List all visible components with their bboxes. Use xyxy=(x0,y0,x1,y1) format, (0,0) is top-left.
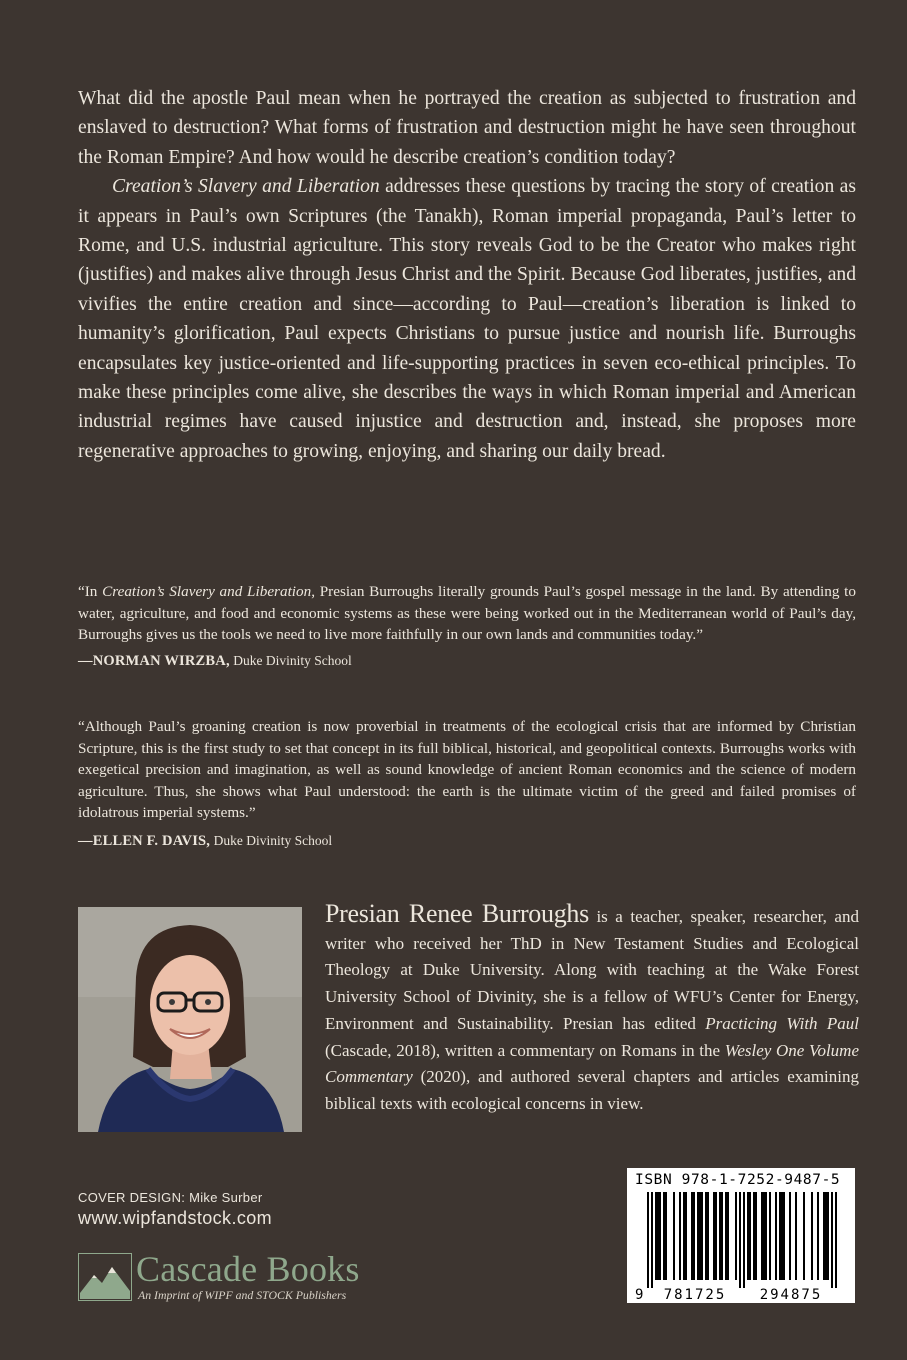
barcode-bar xyxy=(755,1192,757,1280)
barcode-digit-lead: 9 xyxy=(635,1287,644,1303)
barcode-bar xyxy=(701,1192,703,1280)
barcode-bar xyxy=(739,1192,741,1288)
bio-text: (2020), and authored several chapters and articles examining biblical texts with ecological concerns in view. xyxy=(325,1067,859,1113)
barcode-bar xyxy=(713,1192,715,1280)
barcode-bar xyxy=(685,1192,687,1280)
barcode-bar xyxy=(831,1192,833,1288)
barcode-bar xyxy=(823,1192,825,1280)
barcode-bar xyxy=(699,1192,701,1280)
quote-book-title: Creation’s Slavery and Liberation xyxy=(102,583,312,600)
endorsement-attribution xyxy=(78,650,856,673)
endorser-name: —NORMAN WIRZBA, xyxy=(78,652,230,669)
barcode-bar xyxy=(743,1192,745,1288)
barcode-bar xyxy=(789,1192,791,1280)
barcode-bar xyxy=(727,1192,729,1280)
barcode-bar xyxy=(775,1192,777,1280)
author-photo xyxy=(78,907,302,1132)
barcode-bar xyxy=(835,1192,837,1288)
publisher-imprint: An Imprint of WIPF and STOCK Publishers xyxy=(138,1288,347,1302)
bio-book-title: Practicing With Paul xyxy=(705,1013,859,1033)
barcode-bar xyxy=(763,1192,765,1280)
barcode-bar xyxy=(735,1192,737,1280)
endorsement-attribution xyxy=(78,830,856,853)
author-name: Presian Renee Burroughs xyxy=(325,899,589,928)
bio-text: is a teacher, speaker, researcher, and writer who received her ThD in New Testament Studies and Ecological Theology at Duke University. Along with teaching at the Wake Forest University School of Divinity, she is a fellow of WFU’s Center for Energy, Environment and Sustainability. Presian has edited xyxy=(325,907,859,1033)
author-bio-text xyxy=(325,901,859,1118)
barcode-bar xyxy=(691,1192,693,1280)
barcode-bar xyxy=(647,1192,649,1288)
description-paragraph-1: What did the apostle Paul mean when he portrayed the creation as subjected to frustration and enslaved to destruction? What forms of frustration and destruction might he have seen throughout the Roman Empire? And how would he describe creation’s condition today? xyxy=(78,88,856,168)
barcode-bar xyxy=(761,1192,763,1280)
publisher-name: Cascade Books xyxy=(136,1249,360,1289)
barcode-bar xyxy=(697,1192,699,1280)
endorser-affiliation: Duke Divinity School xyxy=(213,832,333,848)
barcode-bar xyxy=(719,1192,721,1280)
barcode-bar xyxy=(747,1192,749,1280)
barcode-bar xyxy=(769,1192,771,1280)
barcode-digits-left: 781725 xyxy=(663,1287,727,1303)
barcode-bar xyxy=(655,1192,657,1280)
barcode-bar xyxy=(651,1192,653,1288)
barcode-bar xyxy=(707,1192,709,1280)
barcode-bar xyxy=(765,1192,767,1280)
bio-book-title: Wesley One Volume Commentary xyxy=(325,1040,859,1087)
barcode-bar xyxy=(827,1192,829,1280)
barcode-bar xyxy=(811,1192,813,1280)
publisher-logo xyxy=(78,1249,408,1305)
quote-text: , Presian Burroughs literally grounds Paul’s gospel message in the land. By attending to water, agriculture, and food and economic systems as these were being worked out in the Mediterranean world of Paul’s day, Burroughs gives us the tools we need to live more faithfully in our own lands and communities today.” xyxy=(78,583,856,643)
barcode-bar xyxy=(665,1192,667,1280)
barcode-bar xyxy=(683,1192,685,1280)
barcode-bar xyxy=(753,1192,755,1280)
barcode-graphic xyxy=(627,1168,855,1303)
barcode-bar xyxy=(721,1192,723,1280)
publisher-website: www.wipfandstock.com xyxy=(78,1208,273,1228)
endorser-affiliation: Duke Divinity School xyxy=(233,652,352,668)
isbn-barcode xyxy=(627,1168,855,1303)
author-portrait-illustration xyxy=(78,907,302,1132)
barcode-bar xyxy=(781,1192,783,1280)
barcode-bar xyxy=(825,1192,827,1280)
description-paragraph-2-text: addresses these questions by tracing the story of creation as it appears in Paul’s own Scriptures (the Tanakh), Roman imperial propaganda, Paul’s letter to Rome, and U.S. industrial agriculture. This story reveals God to be the Creator who makes right (justifies) and makes alive through Jesus Christ and the Spirit. Because God liberates, justifies, and vivifies the entire creation and since—according to Paul—creation’s liberation is linked to humanity’s glorification, Paul expects Christians to pursue justice and nourish life. Burroughs encapsulates key justice-oriented and life-supporting practices in seven eco-ethical principles. To make these principles come alive, she describes the ways in which Roman imperial and American industrial regimes have caused injustice and destruction and, instead, she proposes more regenerative approaches to growing, enjoying, and sharing our daily bread. xyxy=(78,176,856,462)
author-bio xyxy=(325,901,859,1118)
endorsement-1 xyxy=(78,581,856,672)
barcode-bar xyxy=(679,1192,681,1280)
barcode-bar xyxy=(783,1192,785,1280)
barcode-bar xyxy=(659,1192,661,1280)
bio-text: (Cascade, 2018), written a commentary on Romans in the xyxy=(325,1040,725,1060)
barcode-bar xyxy=(693,1192,695,1280)
barcode-bar xyxy=(673,1192,675,1280)
barcode-bar xyxy=(715,1192,717,1280)
barcode-bar xyxy=(779,1192,781,1280)
barcode-bar xyxy=(817,1192,819,1280)
quote-text: “Although Paul’s groaning creation is now proverbial in treatments of the ecological crisis that are informed by Christian Scripture, this is the first study to set that concept in its full biblical, historical, and geopolitical contexts. Burroughs works with exegetical precision and imagination, as well as sound knowledge of ancient Roman economics and the science of modern agriculture. Thus, she shows what Paul understood: the earth is the ultimate victim of the greed and failed promises of idolatrous imperial systems.” xyxy=(78,718,856,821)
endorsement-quote xyxy=(78,581,856,646)
endorsement-quote xyxy=(78,716,856,824)
barcode-bar xyxy=(803,1192,805,1280)
credits xyxy=(78,1190,272,1229)
book-description xyxy=(78,84,856,466)
barcode-bar xyxy=(749,1192,751,1280)
barcode-digits-right: 294875 xyxy=(759,1287,823,1303)
quote-text: “In xyxy=(78,583,103,600)
endorsement-2 xyxy=(78,716,856,852)
description-paragraph-2 xyxy=(78,172,856,466)
barcode-bar xyxy=(795,1192,797,1280)
barcode-bar xyxy=(725,1192,727,1280)
endorser-name: —ELLEN F. DAVIS, xyxy=(78,832,211,849)
barcode-bar xyxy=(705,1192,707,1280)
barcode-bar xyxy=(657,1192,659,1280)
book-title-italic: Creation’s Slavery and Liberation xyxy=(112,176,380,198)
isbn-label: ISBN 978-1-7252-9487-5 xyxy=(635,1172,841,1188)
mountain-logo-icon xyxy=(78,1253,132,1301)
barcode-bar xyxy=(663,1192,665,1280)
cover-design-credit: COVER DESIGN: Mike Surber xyxy=(78,1190,263,1205)
